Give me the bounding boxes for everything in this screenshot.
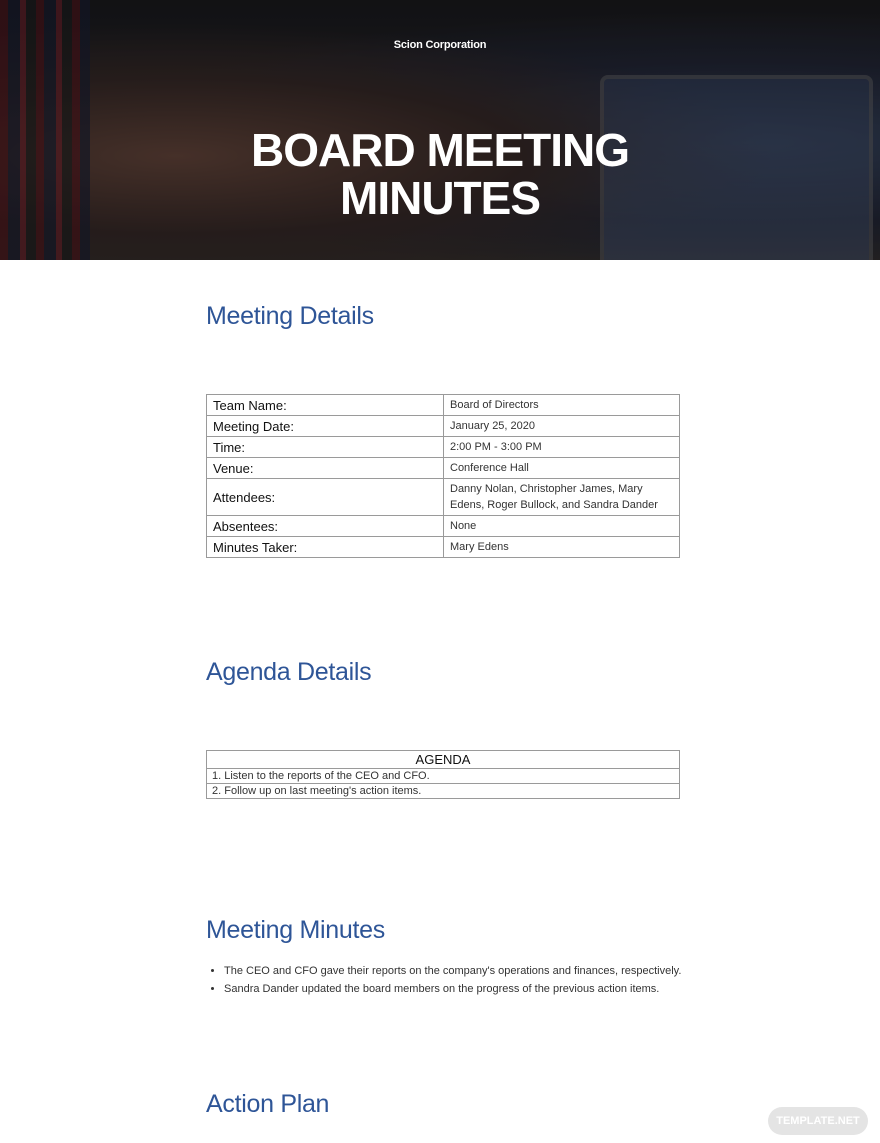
table-row: Team Name: Board of Directors [207,395,680,416]
hero-banner [0,0,880,260]
meeting-minutes-heading: Meeting Minutes [206,916,385,944]
action-plan-heading: Action Plan [206,1090,330,1118]
table-row: Minutes Taker: Mary Edens [207,537,680,558]
table-row: Attendees: Danny Nolan, Christopher James, Mary Edens, Roger Bullock, and Sandra Dander [207,479,680,516]
table-row: Time: 2:00 PM - 3:00 PM [207,437,680,458]
document-title: BOARD MEETING MINUTES [251,124,629,224]
list-item: • The CEO and CFO gave their reports on the company's operations and finances, respectively. [224,962,681,980]
table-row: Venue: Conference Hall [207,458,680,479]
meeting-details-heading: Meeting Details [206,302,374,330]
agenda-details-heading: Agenda Details [206,658,372,686]
minutes-list [206,962,681,998]
table-row: Absentees: None [207,516,680,537]
meeting-details-table [206,394,680,558]
table-row: Meeting Date: January 25, 2020 [207,416,680,437]
table-row: 1. Listen to the reports of the CEO and CFO. [207,769,680,784]
agenda-header: AGENDA [207,751,680,769]
company-name: Scion Corporation [393,39,487,51]
list-item: • Sandra Dander updated the board members on the progress of the previous action items. [224,980,681,998]
watermark-badge: TEMPLATE.NET [768,1107,868,1135]
table-row: 2. Follow up on last meeting's action items. [207,784,680,799]
agenda-table [206,750,680,799]
